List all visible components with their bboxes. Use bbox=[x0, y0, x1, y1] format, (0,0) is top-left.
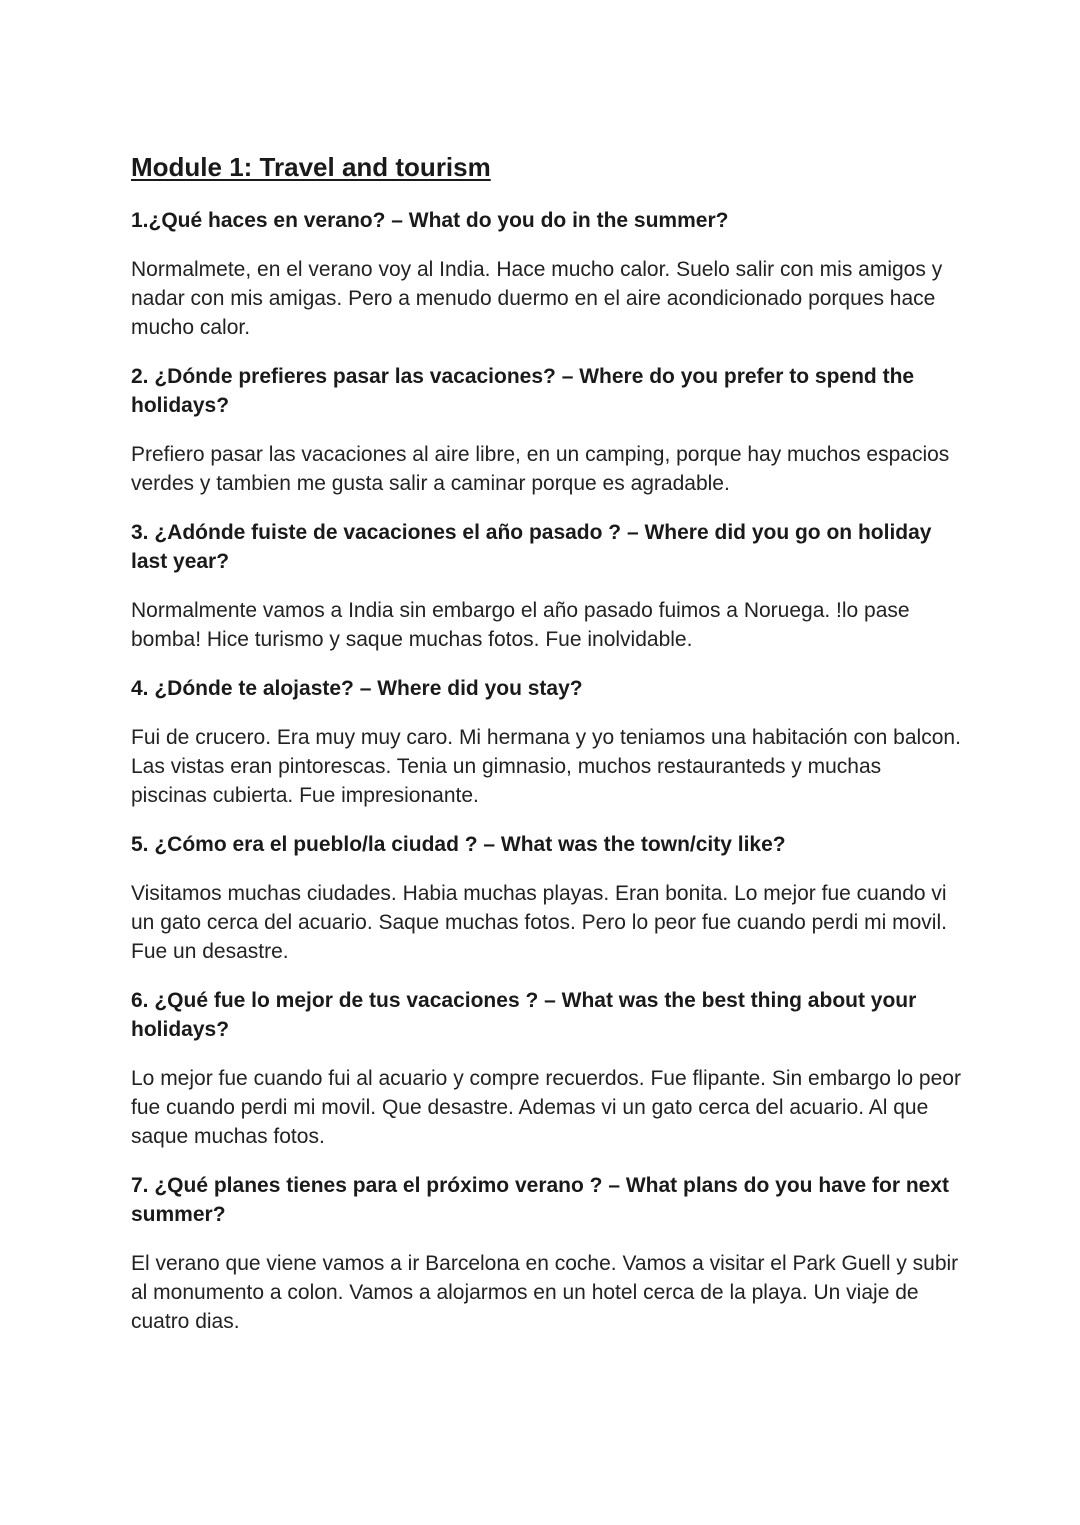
question-5: 5. ¿Cómo era el pueblo/la ciudad ? – What was the town/city like? bbox=[131, 833, 786, 856]
question-2: 2. ¿Dónde prefieres pasar las vacaciones? – Where do you prefer to spend the holidays? bbox=[131, 365, 915, 417]
question-4: 4. ¿Dónde te alojaste? – Where did you stay? bbox=[131, 677, 583, 700]
answer-4: Fui de crucero. Era muy muy caro. Mi hermana y yo teniamos una habitación con balcon. Las vistas eran pintorescas. Tenia un gimnasio, muchos restauranteds y muchas piscinas cubierta. Fue impresionante. bbox=[131, 726, 961, 807]
answer-3: Normalmente vamos a India sin embargo el año pasado fuimos a Noruega. !lo pase bomba! Hice turismo y saque muchas fotos. Fue inolvidable. bbox=[131, 599, 910, 651]
answer-7: El verano que viene vamos a ir Barcelona en coche. Vamos a visitar el Park Guell y subir al monumento a colon. Vamos a alojarmos en un hotel cerca de la playa. Un viaje de cuatro dias. bbox=[131, 1252, 959, 1333]
question-3: 3. ¿Adónde fuiste de vacaciones el año pasado ? – Where did you go on holiday last year? bbox=[131, 521, 932, 573]
question-7: 7. ¿Qué planes tienes para el próximo verano ? – What plans do you have for next summer? bbox=[131, 1174, 950, 1226]
answer-6: Lo mejor fue cuando fui al acuario y compre recuerdos. Fue flipante. Sin embargo lo peor fue cuando perdi mi movil. Que desastre. Ademas vi un gato cerca del acuario. Al que saque muchas fotos. bbox=[131, 1067, 961, 1148]
answer-2: Prefiero pasar las vacaciones al aire libre, en un camping, porque hay muchos espacios verdes y tambien me gusta salir a caminar porque es agradable. bbox=[131, 443, 950, 495]
page-title: Module 1: Travel and tourism bbox=[131, 152, 491, 182]
question-6: 6. ¿Qué fue lo mejor de tus vacaciones ? – What was the best thing about your holidays? bbox=[131, 989, 917, 1041]
document-page bbox=[131, 150, 961, 1356]
answer-1: Normalmete, en el verano voy al India. Hace mucho calor. Suelo salir con mis amigos y nadar con mis amigas. Pero a menudo duermo en el aire acondicionado porques hace mucho calor. bbox=[131, 258, 943, 339]
answer-5: Visitamos muchas ciudades. Habia muchas playas. Eran bonita. Lo mejor fue cuando vi un gato cerca del acuario. Saque muchas fotos. Pero lo peor fue cuando perdi mi movil. Fue un desastre. bbox=[131, 882, 947, 963]
question-1: 1.¿Qué haces en verano? – What do you do in the summer? bbox=[131, 209, 729, 232]
